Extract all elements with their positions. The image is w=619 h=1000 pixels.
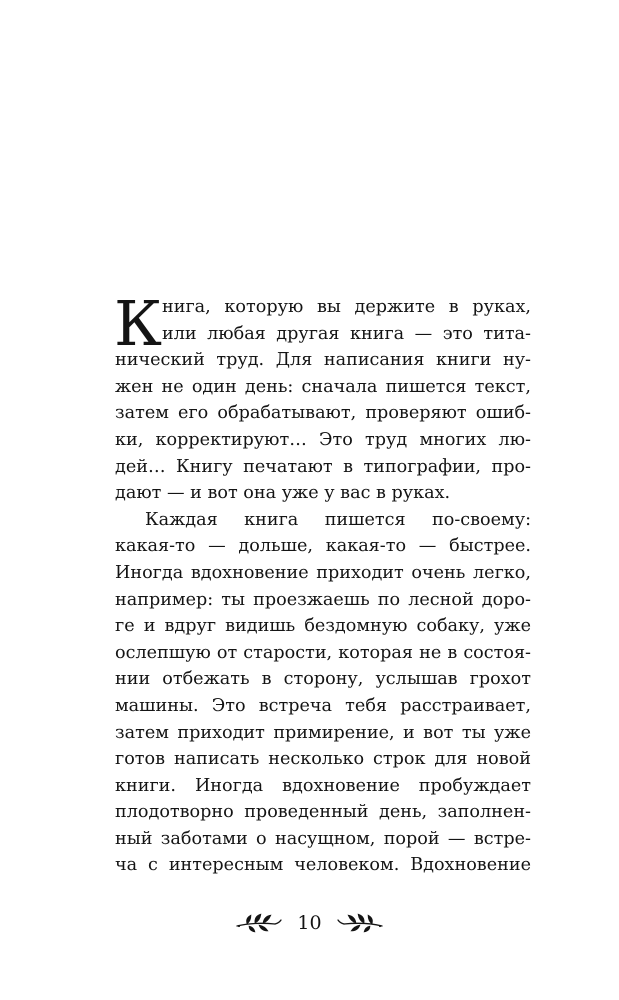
text-line: нии отбежать в сторону, услышав грохот: [115, 669, 531, 690]
text-line: готов написать несколько строк для новой: [115, 749, 531, 770]
text-line: жен не один день: сначала пишется текст,: [115, 376, 531, 397]
paragraph-1: [114, 287, 531, 507]
text-line: затем приходит примирение, и вот ты уже: [115, 722, 531, 743]
floral-flourish-icon: [336, 912, 384, 934]
text-line: машины. Это встреча тебя расстраивает,: [115, 695, 531, 716]
text-line: нический труд. Для написания книги ну-: [115, 350, 531, 371]
text-line: ослепшую от старости, которая не в состоя-: [115, 642, 531, 663]
drop-cap-letter: К: [114, 287, 160, 360]
text-line: дей… Книгу печатают в типографии, про-: [115, 456, 531, 477]
body-text: [114, 287, 531, 879]
page-footer: [0, 905, 619, 941]
text-line: плодотворно проведенный день, заполнен-: [115, 802, 531, 823]
text-line: нига, которую вы держите в руках,: [162, 297, 531, 317]
paragraph-2: [115, 507, 531, 879]
text-line: Каждая книга пишется по-своему:: [145, 509, 531, 530]
text-line: ки, корректируют… Это труд многих лю-: [115, 429, 531, 450]
text-line: например: ты проезжаешь по лесной доро-: [115, 589, 531, 610]
text-line: какая-то — дольше, какая-то — быстрее.: [115, 536, 531, 557]
text-line: книги. Иногда вдохновение пробуждает: [115, 775, 531, 796]
text-line: ге и вдруг видишь бездомную собаку, уже: [115, 616, 531, 637]
floral-flourish-icon: [235, 912, 283, 934]
text-line: дают — и вот она уже у вас в руках.: [115, 483, 451, 504]
text-line: ча с интересным человеком. Вдохновение: [115, 855, 531, 876]
text-line: или любая другая книга — это тита-: [162, 323, 531, 344]
page-number: 10: [297, 912, 322, 934]
text-line: затем его обрабатывают, проверяют ошиб-: [115, 403, 531, 424]
text-line: ный заботами о насущном, порой — встре-: [115, 828, 531, 849]
text-line: Иногда вдохновение приходит очень легко,: [115, 562, 531, 583]
